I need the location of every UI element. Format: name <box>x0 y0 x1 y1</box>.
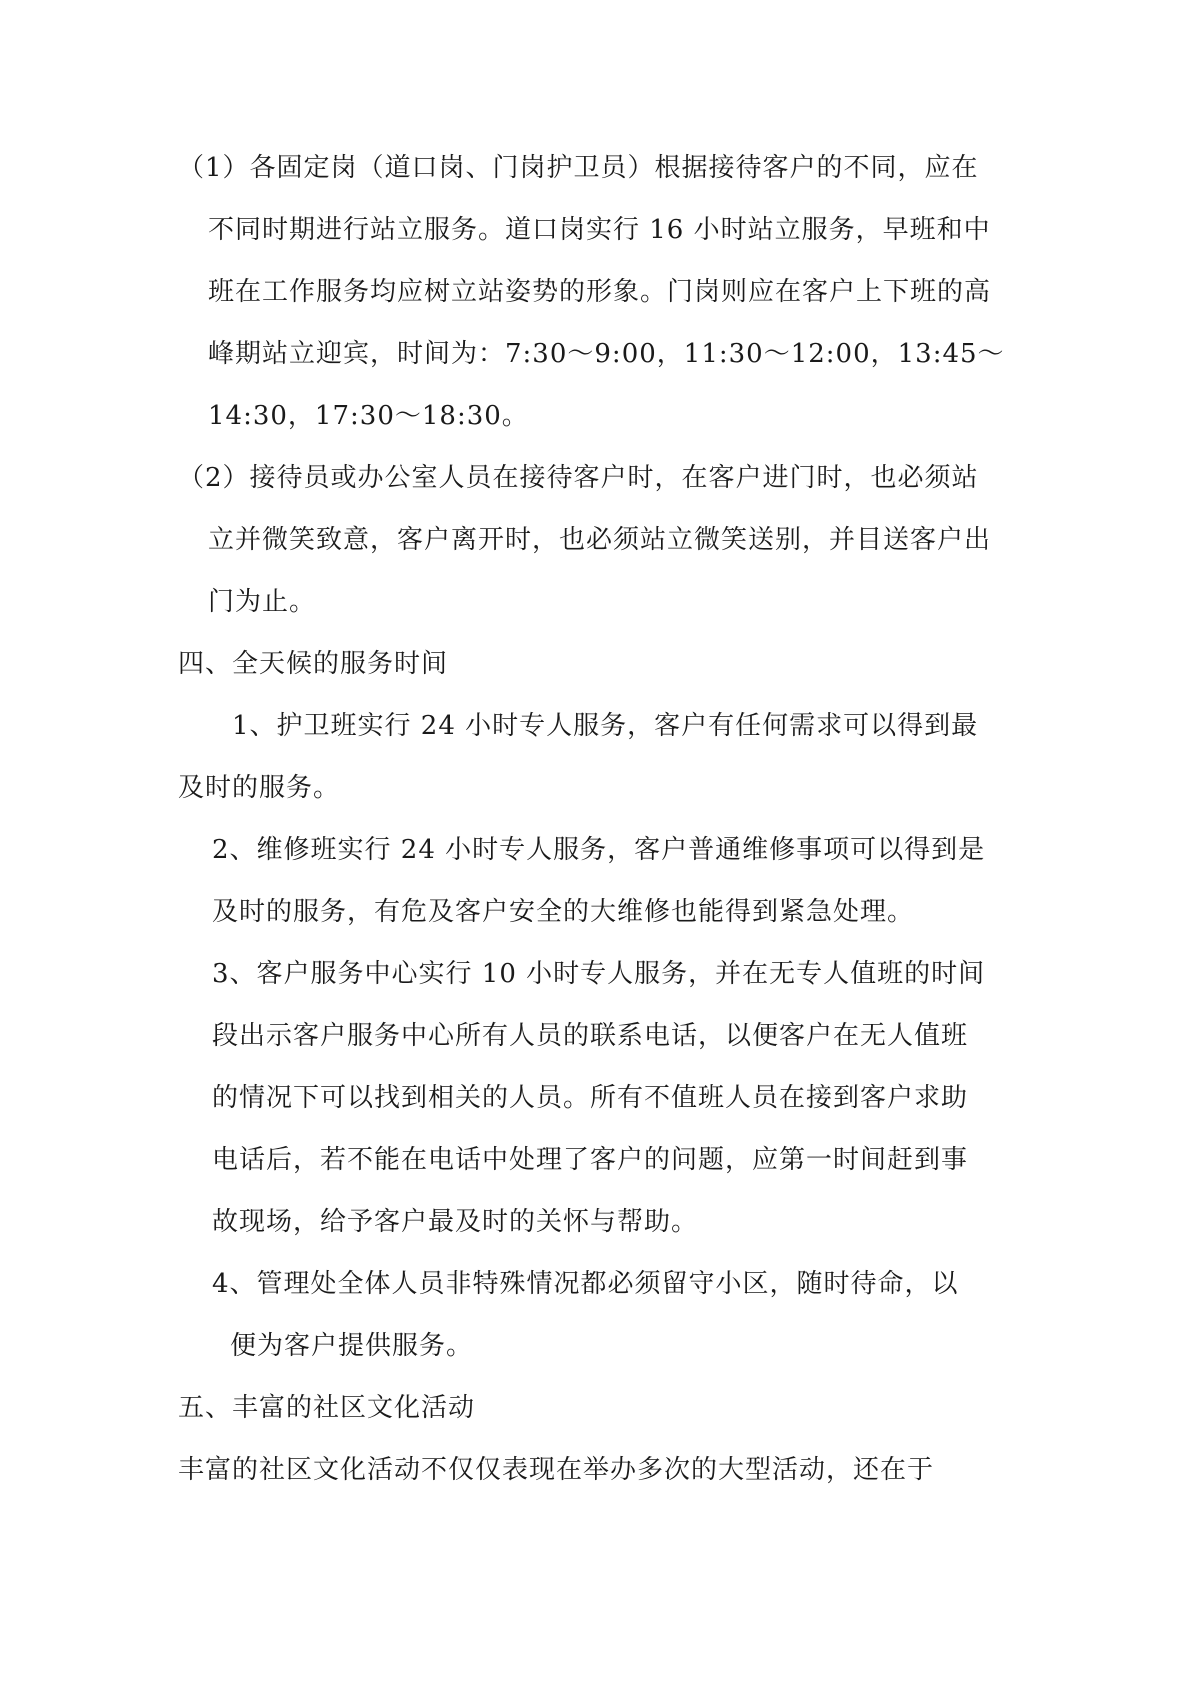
paragraph-line: 故现场，给予客户最及时的关怀与帮助。 <box>212 1207 699 1237</box>
section-heading: 四、全天候的服务时间 <box>178 649 449 679</box>
paragraph-line: 不同时期进行站立服务。道口岗实行 16 小时站立服务，早班和中 <box>208 215 991 245</box>
paragraph-line: 及时的服务。 <box>178 773 341 803</box>
paragraph-line: 丰富的社区文化活动不仅仅表现在举办多次的大型活动，还在于 <box>178 1455 935 1485</box>
paragraph-line: 电话后，若不能在电话中处理了客户的问题，应第一时间赶到事 <box>212 1145 969 1175</box>
paragraph-line: 2、维修班实行 24 小时专人服务，客户普通维修事项可以得到是 <box>212 835 986 865</box>
paragraph-line: 3、客户服务中心实行 10 小时专人服务，并在无专人值班的时间 <box>212 959 986 989</box>
paragraph-line: 立并微笑致意，客户离开时，也必须站立微笑送别，并目送客户出 <box>208 525 992 555</box>
paragraph-line: 峰期站立迎宾，时间为：7:30～9:00，11:30～12:00，13:45～ <box>208 339 1005 369</box>
paragraph-line: 及时的服务，有危及客户安全的大维修也能得到紧急处理。 <box>212 897 915 927</box>
paragraph-line: 的情况下可以找到相关的人员。所有不值班人员在接到客户求助 <box>212 1083 969 1113</box>
paragraph-line: 段出示客户服务中心所有人员的联系电话，以便客户在无人值班 <box>212 1021 969 1051</box>
paragraph-line: 便为客户提供服务。 <box>230 1331 474 1361</box>
section-heading: 五、丰富的社区文化活动 <box>178 1393 476 1423</box>
paragraph-line: 门为止。 <box>208 587 317 617</box>
paragraph-line: 班在工作服务均应树立站姿势的形象。门岗则应在客户上下班的高 <box>208 277 992 307</box>
paragraph-line: 14:30，17:30～18:30。 <box>208 401 529 431</box>
paragraph-line: 1、护卫班实行 24 小时专人服务，客户有任何需求可以得到最 <box>232 711 979 741</box>
paragraph-line: （2）接待员或办公室人员在接待客户时，在客户进门时，也必须站 <box>178 463 979 493</box>
paragraph-line: 4、管理处全体人员非特殊情况都必须留守小区，随时待命，以 <box>212 1269 959 1299</box>
paragraph-line: （1）各固定岗（道口岗、门岗护卫员）根据接待客户的不同，应在 <box>178 153 979 183</box>
